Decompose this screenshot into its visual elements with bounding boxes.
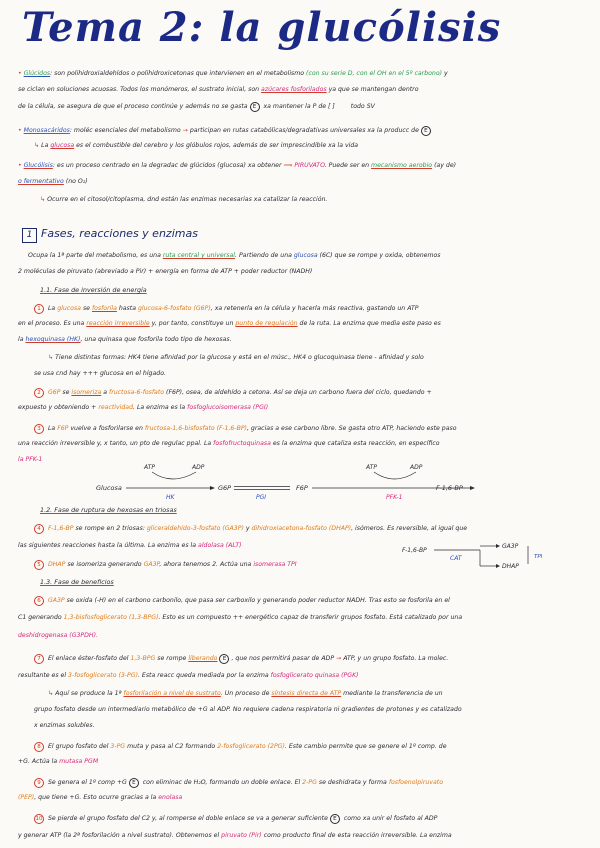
arrow-icon: ⟹: [283, 162, 293, 169]
phase3-step6-line-3: [18, 632, 588, 640]
term-dhap: dihidroxiacetona-fosfato (DHAP): [251, 525, 352, 532]
step-number: 6: [34, 596, 44, 606]
glucidos-line-2: [18, 86, 588, 94]
step-number: 1: [34, 304, 44, 314]
term-pep: fosfoenolpiruvato: [388, 779, 443, 786]
f16bp-label: F-1,6-BP: [402, 547, 427, 554]
text: expuesto y obteniendo +: [18, 404, 97, 411]
step-number: 5: [34, 560, 44, 570]
atp-label: ATP: [144, 464, 155, 471]
term-13bpg: 1,3-BPG: [130, 655, 156, 662]
term-ga3p: gliceraldehído-3-fosfato (GA3P): [146, 525, 244, 532]
energy-circle-icon: E: [421, 126, 431, 136]
text: . Puede ser en: [324, 162, 370, 169]
text: se isomeriza generando: [67, 561, 142, 568]
section-title: Fases, reacciones y enzimas: [41, 227, 198, 240]
cofactor-arc: [374, 472, 416, 479]
text: La: [47, 425, 56, 432]
term-aerobio: mecanismo aerobio: [371, 162, 433, 169]
text: mediante la transferencia de un: [343, 690, 443, 697]
phase1-step3-line-2: [18, 440, 588, 448]
text: : es un proceso centrado en la degradac de glúcidos (glucosa) xa obtener: [52, 162, 282, 169]
text: Ocurre en el citosol/citoplasma, dnd están las enzimas necesarias xa catalizar la reacción.: [47, 196, 328, 203]
term-hexoquinasa: hexoquinasa (HK): [25, 336, 81, 343]
term-enolasa: enolasa: [158, 794, 183, 801]
phase1-step1-line-2: [18, 320, 588, 328]
text: , que tiene +G. Esto ocurre gracias a la: [34, 794, 157, 801]
f16bp-label: F-1,6-BP: [436, 484, 463, 492]
text: se oxida (-H) en el carbono carbonilo, que pasa ser carboxilo y generando poder reductor NADH. Tras esto se fosforila en el: [66, 597, 450, 604]
term-fosfofructoquinasa: fosfofructoquinasa: [213, 440, 271, 447]
text: . Un proceso de: [220, 690, 270, 697]
phase3-step9-line-2: [18, 794, 588, 802]
text: con eliminac de H₂O, formando un doble enlace. El: [142, 779, 301, 786]
text: la: [18, 336, 24, 343]
text: . Esta reacc queda mediada por la enzima: [137, 672, 269, 679]
text: se: [82, 305, 90, 312]
step-number: 4: [34, 524, 44, 534]
section-number: 1: [22, 228, 37, 243]
energy-circle-icon: E: [250, 102, 260, 112]
dhap-label: DHAP: [502, 563, 519, 570]
term-f6p: fructosa-6-fosfato: [109, 389, 165, 396]
glucolisis-line-3: [40, 196, 600, 204]
text: Se genera el 1º comp +G: [47, 779, 127, 786]
arrow-head: [496, 564, 500, 568]
text: , xa retenerla en la célula y hacerla más reactiva, gastando un ATP: [210, 305, 419, 312]
g6p-label: G6P: [218, 484, 232, 492]
phase1-note-line-1: [48, 354, 600, 362]
text: una reacción irreversible y, x tanto, un pto de regulac ppal. La: [18, 440, 212, 447]
text: : son polihidroxialdehídos o polihidroxicetonas que intervienen en el metabolismo: [50, 70, 305, 77]
text: participan en rutas catabólicas/degradativas: [189, 127, 329, 134]
text: muta y pasa al C2 formando: [127, 743, 216, 750]
text: se rompe en 2 triosas:: [75, 525, 145, 532]
text: vuelve a fosforilarse en: [70, 425, 143, 432]
arrow-head: [210, 486, 215, 490]
phase3-step10-line-1: [34, 814, 600, 824]
step-number: 7: [34, 654, 44, 664]
term-monosacaridos: Monosacáridos: [23, 127, 70, 134]
phase1-step1-line-1: [34, 304, 600, 314]
arrow-head: [470, 486, 475, 490]
term-pgk: fosfoglicerato quinasa (PGK): [270, 672, 359, 679]
term-aldolasa: aldolasa (ALT): [198, 542, 242, 549]
text: La: [41, 142, 49, 149]
f6p-label: F6P: [296, 484, 308, 492]
text: se rompe: [157, 655, 187, 662]
phase1-note-line-2: se usa cnd hay +++ glucosa en el hígado.: [34, 370, 166, 377]
term-isomeriza: isomeriza: [71, 389, 102, 396]
phase3-step9-line-1: [34, 778, 600, 788]
arrow-icon: →: [182, 127, 188, 134]
term-2pg: 2-fosfoglicerato (2PG): [217, 743, 285, 750]
section-heading: [22, 227, 198, 243]
text: La: [47, 305, 56, 312]
term-pfk1: la PFK-1: [18, 456, 43, 463]
term-irreversible: reacción irreversible: [86, 320, 150, 327]
arrow-head: [496, 544, 500, 548]
text: C1 generando: [18, 614, 62, 621]
text: y, por tanto, constituye un: [151, 320, 234, 327]
step-number: 10: [35, 816, 43, 822]
term-g3pdh: deshidrogenasa (G3PDH).: [18, 632, 98, 639]
energy-circle-icon: E: [219, 654, 229, 664]
text: es la enzima que cataliza esta reacción, en específico: [272, 440, 440, 447]
text: resultante es el: [18, 672, 67, 679]
phase3-note-line-2: grupo fosfato desde un intermediario metabólico de +G al ADP. No requiere cadena respiratoria ni gradientes de protones y es catalizado: [34, 706, 462, 713]
text: ATP, y un grupo fosfato. La molec.: [343, 655, 449, 662]
phase3-step8-line-1: [34, 742, 600, 752]
term-pep: (PEP): [18, 794, 35, 801]
term-g6p: glucosa-6-fosfato (G6P): [137, 305, 211, 312]
text: (F6P), osea, de aldehído a cetona. Así se deja un carbono fuera del ciclo, quedando +: [166, 389, 432, 396]
term-reactividad: reactividad: [98, 404, 134, 411]
term-glucosa: glucosa: [50, 142, 75, 149]
adp-label: ADP: [192, 464, 205, 471]
step-number: 2: [34, 388, 44, 398]
term-f16bp: fructosa-1,6-bisfosfato (F-1,6-BP): [144, 425, 247, 432]
arrow-icon: →: [336, 655, 342, 662]
phase3-step6-line-1: [34, 596, 600, 606]
text: (no O₂): [65, 178, 88, 185]
pfk-enzyme-label: PFK-1: [386, 494, 403, 501]
text: en el proceso. Es una: [18, 320, 85, 327]
arrow-icon: ↳: [48, 690, 54, 697]
text: (6C) que se rompe y oxida, obtenemos: [319, 252, 441, 259]
text: como xa unir el fosfato al ADP: [343, 815, 438, 822]
text: las siguientes reacciones hasta la última. La enzima es la: [18, 542, 197, 549]
text: todo SV: [350, 103, 375, 110]
text: , gracias a ese carbono libre. Se gasta otro ATP, haciendo este paso: [246, 425, 457, 432]
ga3p-label: GA3P: [502, 543, 519, 550]
phase3-note-line-3: x enzimas solubles.: [34, 722, 95, 729]
hk-enzyme-label: HK: [166, 494, 175, 501]
term-f16bp: F-1,6-BP: [47, 525, 74, 532]
page-title: Tema 2: la glucólisis: [22, 4, 502, 51]
step-number: 8: [34, 742, 44, 752]
text: (ay de): [434, 162, 457, 169]
text: y: [245, 525, 250, 532]
text: y: [444, 70, 448, 77]
text: . La enzima es la: [133, 404, 186, 411]
text: como producto final de esta reacción irreversible. La enzima: [263, 832, 452, 839]
term-azucares-fosforilados: azúcares fosforilados: [261, 86, 327, 93]
text: Tiene distintas formas: HK4 tiene afinidad por la glucosa y está en el músc., HK4 o glucoquinasa tiene - afinidad y solo: [55, 354, 424, 361]
term-3pg: 3-fosfoglicerato (3-PG): [68, 672, 138, 679]
text: El enlace éster-fosfato del: [47, 655, 129, 662]
phase3-step7-line-2: [18, 672, 588, 680]
phase3-step8-line-2: [18, 758, 588, 766]
heading-text: 1.2. Fase de ruptura de hexosas en triosas: [40, 506, 177, 514]
term-ga3p: GA3P: [143, 561, 160, 568]
phase1-step2-line-1: [34, 388, 600, 398]
text: universales xa la producc de: [330, 127, 419, 134]
term-liberando: liberando: [188, 655, 218, 662]
phase1-step3-line-1: [34, 424, 600, 434]
text: Se pierde el grupo fosfato del C2 y, al romperse el doble enlace se va a generar suficiente: [47, 815, 328, 822]
text: El grupo fosfato del: [47, 743, 109, 750]
term-g6p: G6P: [47, 389, 61, 396]
term-ga3p: GA3P: [47, 597, 65, 604]
phase1-heading: [40, 286, 147, 294]
term-13bpg: 1,3-bisfosfoglicerato (1,3-BPG): [63, 614, 159, 621]
mono-line-2: [34, 142, 600, 150]
phase1-step2-line-2: [18, 404, 588, 412]
arrow-icon: ↳: [40, 196, 46, 203]
term-tpi: isomerasa TPI: [253, 561, 297, 568]
text: Aquí se produce la 1ª: [55, 690, 122, 697]
text: , isómeros. Es reversible, al igual que: [351, 525, 468, 532]
term-glucosa: glucosa: [57, 305, 81, 312]
text: . Este cambio permite que se genere el 1º comp. de: [284, 743, 447, 750]
phase1-step1-line-3: [18, 336, 588, 344]
section1-line-1: [28, 252, 598, 260]
term-piruvato: piruvato (Pir): [221, 832, 262, 839]
text: Ocupa la 1ª parte del metabolismo, es una: [28, 252, 161, 259]
bullet-icon: •: [18, 162, 22, 169]
text: +G. Actúa la: [18, 758, 58, 765]
term-dhap: DHAP: [47, 561, 66, 568]
tpi-enzyme-label: TPI: [534, 554, 543, 560]
text: xa mantener la P de [ ]: [263, 103, 335, 110]
energy-circle-icon: E: [330, 814, 340, 824]
adp-label: ADP: [410, 464, 423, 471]
glucosa-label: Glucosa: [96, 484, 122, 492]
phase2-step5-line-1: [34, 560, 394, 570]
term-piruvato: PIRUVATO: [294, 162, 325, 169]
text: : moléc esenciales del metabolismo: [69, 127, 181, 134]
term-glucosa: glucosa: [293, 252, 318, 259]
text: se deshidrata y forma: [318, 779, 387, 786]
phase2-step4-line-1: [34, 524, 600, 534]
phase2-split-diagram: [400, 540, 550, 574]
term-pgi: fosfoglucoisomerasa (PGI): [187, 404, 269, 411]
text: es el combustible del cerebro y los glóbulos rojos, además de ser imprescindible xa la vida: [76, 142, 359, 149]
energy-circle-icon: E: [129, 778, 139, 788]
bullet-icon: •: [18, 70, 22, 77]
mono-line-1: [18, 126, 588, 136]
bullet-icon: •: [18, 127, 22, 134]
text: . Esto es un compuesto ++ energético capaz de transferir grupos fosfato. Está catalizado por una: [158, 614, 463, 621]
heading-text: 1.3. Fase de beneficios: [40, 578, 114, 586]
phase3-note-line-1: [48, 690, 600, 698]
atp-label: ATP: [366, 464, 377, 471]
text: ya que se mantengan dentro: [328, 86, 419, 93]
term-f6p: F6P: [57, 425, 69, 432]
term-fermentativo: o fermentativo: [18, 178, 64, 185]
term-glucolisis: Glucólisis: [23, 162, 53, 169]
glucolisis-line-1: [18, 162, 588, 170]
text: hasta: [118, 305, 136, 312]
text: , que nos permitirá pasar de ADP: [231, 655, 335, 662]
term-fosforilacion-sustrato: fosforilación a nivel de sustrato: [123, 690, 221, 697]
glucidos-line-3: [18, 102, 588, 112]
phase2-heading: [40, 506, 177, 514]
text: a: [103, 389, 108, 396]
term-ruta-central: ruta central y universal: [162, 252, 236, 259]
step-number: 3: [34, 424, 44, 434]
text: se: [62, 389, 70, 396]
pgi-enzyme-label: PGI: [256, 494, 267, 501]
phase3-step6-line-2: [18, 614, 588, 622]
text: , ahora tenemos 2. Actúa una: [159, 561, 252, 568]
term-fosforila: fosforila: [91, 305, 117, 312]
phase3-step7-line-1: [34, 654, 600, 664]
text: de la célula, se asegura de que el proceso continúe y además no se gasta: [18, 103, 248, 110]
term-punto-regulacion: punto de regulación: [235, 320, 298, 327]
cofactor-arc: [152, 472, 196, 479]
text: de la ruta. La enzima que media este paso es: [299, 320, 441, 327]
text: . Partiendo de una: [235, 252, 292, 259]
term-sintesis-atp: síntesis directa de ATP: [271, 690, 342, 697]
term-mutasa: mutasa PGM: [59, 758, 99, 765]
glucolisis-line-2: [18, 178, 588, 186]
term-3pg: 3-PG: [110, 743, 126, 750]
term-glucidos: Glúcidos: [23, 70, 51, 77]
text: y generar ATP (la 2ª fosforilación a nivel sustrato). Obtenemos el: [18, 832, 220, 839]
step-number: 9: [34, 778, 44, 788]
note-green: (con su serie D, con el OH en el 5º carbono): [306, 70, 443, 77]
section1-line-2: 2 moléculas de piruvato (abreviado a Pir) + energía en forma de ATP + poder reductor (NADH): [18, 268, 313, 275]
heading-text: 1.1. Fase de inversión de energía: [40, 286, 147, 294]
glucidos-line-1: [18, 70, 588, 78]
arrow-icon: ↳: [48, 354, 54, 361]
arrow-icon: ↳: [34, 142, 40, 149]
cat-enzyme-label: CAT: [450, 555, 462, 562]
text: se ciclan en soluciones acuosas. Todos los monómeros, el sustrato inicial, son: [18, 86, 260, 93]
text: , una quinasa que fosforila todo tipo de hexosas.: [80, 336, 232, 343]
phase3-step10-line-2: [18, 832, 588, 840]
phase3-heading: [40, 578, 114, 586]
term-2pg: 2-PG: [302, 779, 317, 786]
phase1-pathway-diagram: [60, 462, 500, 502]
